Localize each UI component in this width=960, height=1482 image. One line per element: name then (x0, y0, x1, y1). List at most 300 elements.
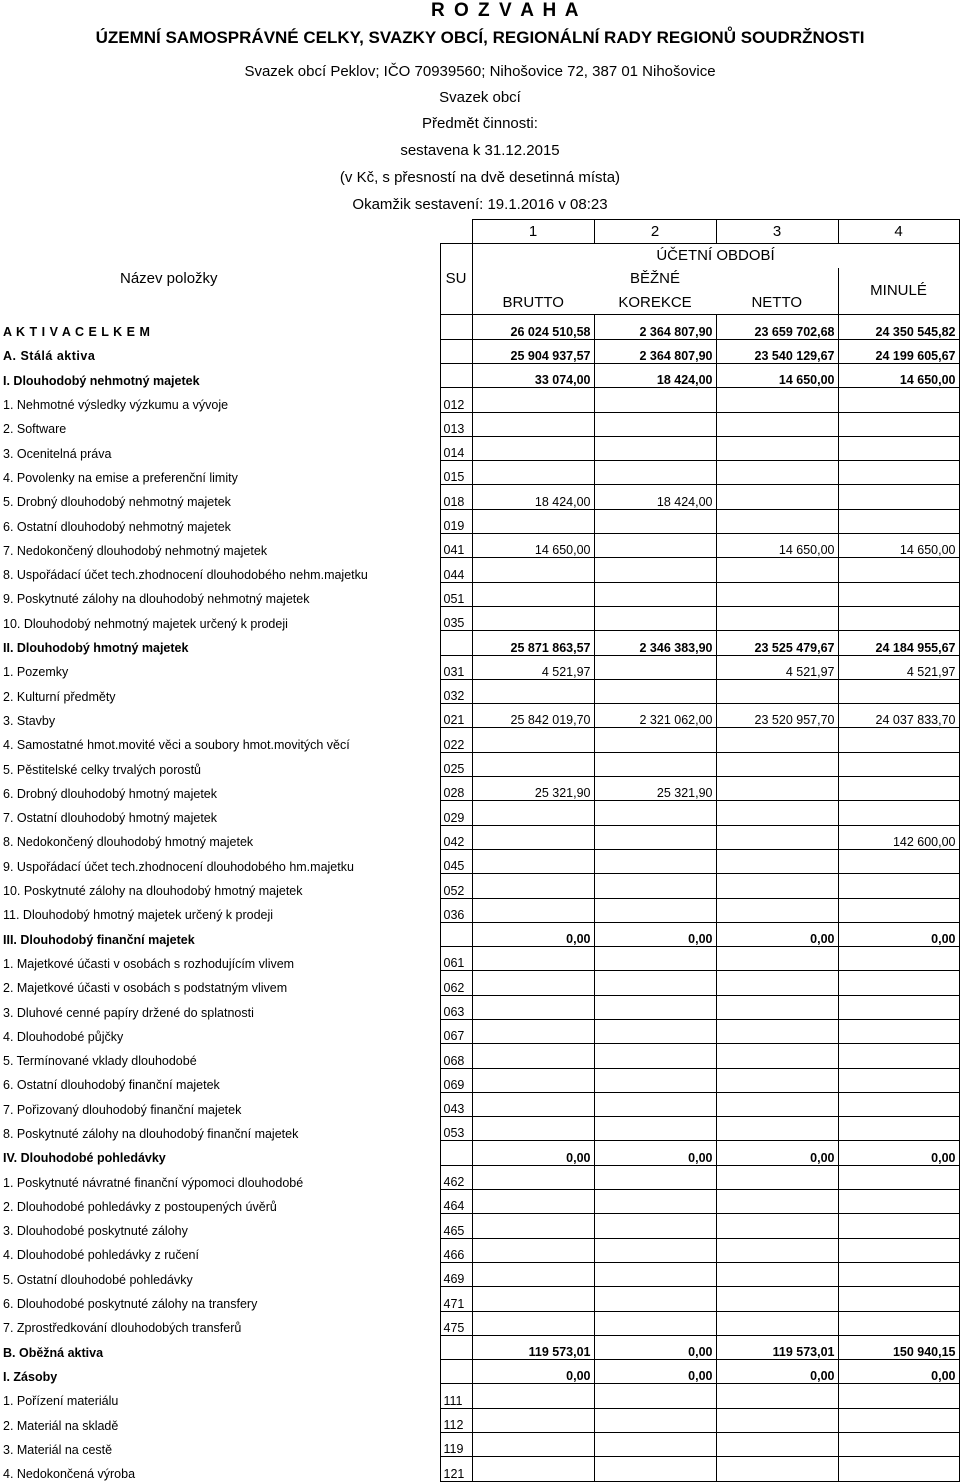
column-header-current: BĚŽNÉ (629, 270, 680, 288)
row-su-code: 013 (440, 412, 472, 436)
table-row (0, 922, 959, 946)
row-minule (838, 1262, 959, 1286)
row-minule: 4 521,97 (838, 655, 959, 679)
row-brutto (472, 1165, 594, 1189)
row-korekce (594, 1020, 716, 1044)
row-name: 9. Uspořádací účet tech.zhodnocení dlouhodobého hm.majetku (3, 859, 354, 874)
row-minule (838, 582, 959, 606)
row-netto (716, 509, 838, 533)
row-netto: 23 520 957,70 (716, 704, 838, 728)
row-name: 6. Dlouhodobé poskytnuté zálohy na transfery (3, 1297, 258, 1312)
row-brutto (472, 1433, 594, 1457)
row-name: 3. Ocenitelná práva (3, 446, 112, 461)
row-su-code (440, 363, 472, 387)
row-su-code: 041 (440, 534, 472, 558)
row-minule (838, 777, 959, 801)
row-minule: 0,00 (838, 1141, 959, 1165)
row-korekce: 18 424,00 (594, 485, 716, 509)
row-brutto: 25 321,90 (472, 777, 594, 801)
row-minule: 142 600,00 (838, 825, 959, 849)
row-name: 6. Drobný dlouhodobý hmotný majetek (3, 786, 218, 801)
row-korekce (594, 1262, 716, 1286)
row-su-code: 063 (440, 995, 472, 1019)
row-name: 4. Povolenky na emise a preferenční limity (3, 470, 238, 485)
row-name: 5. Ostatní dlouhodobé pohledávky (3, 1272, 193, 1287)
row-brutto: 18 424,00 (472, 485, 594, 509)
row-korekce (594, 1311, 716, 1335)
row-netto (716, 461, 838, 485)
col-number-4: 4 (838, 220, 959, 244)
row-su-code: 021 (440, 704, 472, 728)
row-su-code: 025 (440, 752, 472, 776)
row-brutto (472, 558, 594, 582)
row-netto (716, 1117, 838, 1141)
row-name: 3. Materiál na cestě (3, 1442, 113, 1457)
table-row (0, 1433, 959, 1457)
row-minule (838, 388, 959, 412)
row-name: 4. Samostatné hmot.movité věci a soubory hmot.movitých věcí (3, 738, 350, 753)
row-minule (838, 801, 959, 825)
row-netto (716, 558, 838, 582)
row-name: 2. Kulturní předměty (3, 689, 116, 704)
row-minule (838, 1433, 959, 1457)
row-korekce: 2 364 807,90 (594, 339, 716, 363)
row-minule (838, 412, 959, 436)
row-name: 2. Majetkové účasti v osobách s podstatným vlivem (3, 981, 288, 996)
row-su-code: 019 (440, 509, 472, 533)
row-name: 8. Uspořádací účet tech.zhodnocení dlouhodobého nehm.majetku (3, 568, 368, 583)
row-netto (716, 1457, 838, 1481)
row-su-code (440, 339, 472, 363)
row-korekce (594, 728, 716, 752)
row-korekce (594, 1287, 716, 1311)
row-su-code: 042 (440, 825, 472, 849)
row-brutto (472, 1287, 594, 1311)
table-row (0, 898, 959, 922)
table-row (0, 1165, 959, 1189)
table-row (0, 412, 959, 436)
table-row (0, 509, 959, 533)
row-brutto (472, 1214, 594, 1238)
row-netto: 14 650,00 (716, 534, 838, 558)
table-row (0, 339, 959, 363)
row-su-code: 036 (440, 898, 472, 922)
row-brutto (472, 728, 594, 752)
row-name: 5. Pěstitelské celky trvalých porostů (3, 762, 201, 777)
row-brutto (472, 1020, 594, 1044)
entity-info: Svazek obcí Peklov; IČO 70939560; Nihošovice 72, 387 01 Nihošovice (244, 63, 716, 80)
row-brutto (472, 606, 594, 630)
row-korekce (594, 534, 716, 558)
row-korekce (594, 582, 716, 606)
row-minule (838, 1214, 959, 1238)
row-su-code: 044 (440, 558, 472, 582)
row-brutto (472, 436, 594, 460)
row-netto: 23 540 129,67 (716, 339, 838, 363)
row-netto (716, 752, 838, 776)
row-brutto (472, 971, 594, 995)
row-korekce (594, 388, 716, 412)
row-su-code (440, 631, 472, 655)
table-row (0, 1384, 959, 1408)
row-minule (838, 558, 959, 582)
row-minule: 24 184 955,67 (838, 631, 959, 655)
row-name: 1. Pořízení materiálu (3, 1394, 119, 1409)
row-brutto (472, 1190, 594, 1214)
row-netto (716, 1311, 838, 1335)
row-netto (716, 485, 838, 509)
row-su-code: 466 (440, 1238, 472, 1262)
row-su-code: 121 (440, 1457, 472, 1481)
table-row (0, 363, 959, 387)
row-netto (716, 801, 838, 825)
row-brutto: 0,00 (472, 922, 594, 946)
table-row (0, 1117, 959, 1141)
row-netto: 0,00 (716, 1360, 838, 1384)
row-korekce (594, 679, 716, 703)
table-row (0, 752, 959, 776)
table-row (0, 1287, 959, 1311)
row-minule: 14 650,00 (838, 363, 959, 387)
table-row (0, 728, 959, 752)
row-brutto (472, 388, 594, 412)
row-korekce: 0,00 (594, 1141, 716, 1165)
row-netto (716, 1044, 838, 1068)
table-row (0, 485, 959, 509)
row-netto (716, 777, 838, 801)
row-korekce (594, 995, 716, 1019)
table-row (0, 582, 959, 606)
row-korekce (594, 606, 716, 630)
row-brutto (472, 1044, 594, 1068)
row-korekce (594, 1457, 716, 1481)
table-row (0, 655, 959, 679)
row-netto: 23 525 479,67 (716, 631, 838, 655)
row-brutto (472, 1408, 594, 1432)
row-netto: 0,00 (716, 922, 838, 946)
row-minule (838, 1384, 959, 1408)
row-minule (838, 461, 959, 485)
balance-sheet-table (0, 219, 960, 1482)
row-netto (716, 606, 838, 630)
row-brutto: 26 024 510,58 (472, 315, 594, 339)
row-minule (838, 874, 959, 898)
row-name: 10. Dlouhodobý nehmotný majetek určený k prodeji (3, 616, 288, 631)
row-netto (716, 1262, 838, 1286)
row-brutto: 119 573,01 (472, 1335, 594, 1359)
row-netto (716, 874, 838, 898)
table-row (0, 825, 959, 849)
row-name: 4. Dlouhodobé půjčky (3, 1029, 124, 1044)
table-row (0, 1141, 959, 1165)
row-minule (838, 1165, 959, 1189)
column-header-name: Název položky (120, 270, 218, 288)
row-name: 7. Nedokončený dlouhodobý nehmotný majetek (3, 543, 268, 558)
row-brutto (472, 801, 594, 825)
row-netto (716, 412, 838, 436)
row-name: I. Dlouhodobý nehmotný majetek (3, 373, 200, 388)
row-name: 2. Software (3, 422, 67, 437)
row-su-code (440, 1360, 472, 1384)
row-minule (838, 752, 959, 776)
row-su-code: 119 (440, 1433, 472, 1457)
row-su-code: 029 (440, 801, 472, 825)
row-netto (716, 1384, 838, 1408)
row-minule (838, 1117, 959, 1141)
col-number-3: 3 (716, 220, 838, 244)
row-name: 7. Pořizovaný dlouhodobý finanční majetek (3, 1102, 242, 1117)
table-row (0, 388, 959, 412)
table-row (0, 1457, 959, 1481)
row-name: 8. Poskytnuté zálohy na dlouhodobý finanční majetek (3, 1126, 299, 1141)
table-row (0, 558, 959, 582)
row-korekce (594, 1165, 716, 1189)
row-su-code: 043 (440, 1092, 472, 1116)
row-name: A. Stálá aktiva (3, 349, 96, 364)
row-su-code: 015 (440, 461, 472, 485)
row-su-code: 014 (440, 436, 472, 460)
row-minule (838, 995, 959, 1019)
row-korekce: 2 321 062,00 (594, 704, 716, 728)
row-minule (838, 509, 959, 533)
row-name: 1. Pozemky (3, 665, 69, 680)
table-row (0, 606, 959, 630)
table-row (0, 631, 959, 655)
row-korekce (594, 509, 716, 533)
table-row (0, 315, 959, 339)
row-minule (838, 485, 959, 509)
row-minule (838, 971, 959, 995)
row-korekce: 2 364 807,90 (594, 315, 716, 339)
row-netto (716, 1408, 838, 1432)
column-header-netto: NETTO (751, 293, 803, 311)
row-korekce (594, 801, 716, 825)
row-brutto (472, 825, 594, 849)
units-note: (v Kč, s přesností na dvě desetinná místa) (339, 169, 621, 186)
row-su-code: 475 (440, 1311, 472, 1335)
row-name: A K T I V A C E L K E M (3, 325, 151, 340)
row-brutto (472, 1117, 594, 1141)
report-title: R O Z V A H A (431, 0, 581, 21)
row-name: 3. Dlouhodobé poskytnuté zálohy (3, 1224, 188, 1239)
row-minule: 150 940,15 (838, 1335, 959, 1359)
row-minule (838, 898, 959, 922)
row-su-code: 062 (440, 971, 472, 995)
row-su-code: 031 (440, 655, 472, 679)
row-su-code: 032 (440, 679, 472, 703)
row-netto (716, 1214, 838, 1238)
row-su-code: 051 (440, 582, 472, 606)
row-name: 7. Ostatní dlouhodobý hmotný majetek (3, 811, 218, 826)
table-row (0, 1020, 959, 1044)
row-brutto (472, 898, 594, 922)
row-brutto (472, 582, 594, 606)
entity-type: Svazek obcí (439, 89, 521, 106)
row-name: 2. Materiál na skladě (3, 1418, 119, 1433)
row-name: IV. Dlouhodobé pohledávky (3, 1151, 166, 1166)
row-minule: 24 199 605,67 (838, 339, 959, 363)
row-name: I. Zásoby (3, 1369, 58, 1384)
row-name: B. Oběžná aktiva (3, 1345, 104, 1360)
row-minule (838, 1408, 959, 1432)
column-header-previous: MINULÉ (838, 268, 959, 315)
col-number-1: 1 (472, 220, 594, 244)
row-korekce (594, 1433, 716, 1457)
row-korekce: 18 424,00 (594, 363, 716, 387)
row-su-code: 045 (440, 849, 472, 873)
row-brutto (472, 461, 594, 485)
table-row (0, 1092, 959, 1116)
table-row (0, 1214, 959, 1238)
row-su-code (440, 922, 472, 946)
row-korekce (594, 412, 716, 436)
row-netto (716, 1092, 838, 1116)
row-netto (716, 1287, 838, 1311)
row-korekce (594, 825, 716, 849)
row-brutto: 0,00 (472, 1141, 594, 1165)
report-subtitle: ÚZEMNÍ SAMOSPRÁVNÉ CELKY, SVAZKY OBCÍ, REGIONÁLNÍ RADY REGIONŮ SOUDRŽNOSTI (95, 28, 865, 47)
row-minule (838, 1287, 959, 1311)
row-brutto (472, 1384, 594, 1408)
row-minule (838, 728, 959, 752)
row-su-code: 018 (440, 485, 472, 509)
activity-label: Předmět činnosti: (422, 115, 538, 132)
table-row (0, 1408, 959, 1432)
row-name: II. Dlouhodobý hmotný majetek (3, 641, 189, 656)
row-minule: 14 650,00 (838, 534, 959, 558)
row-netto (716, 388, 838, 412)
row-name: 4. Dlouhodobé pohledávky z ručení (3, 1248, 199, 1263)
row-brutto (472, 874, 594, 898)
row-brutto (472, 1262, 594, 1286)
report-date: sestavena k 31.12.2015 (400, 142, 560, 159)
row-brutto (472, 1238, 594, 1262)
row-korekce (594, 1238, 716, 1262)
row-su-code (440, 1335, 472, 1359)
row-korekce (594, 436, 716, 460)
row-su-code: 061 (440, 947, 472, 971)
row-su-code: 012 (440, 388, 472, 412)
row-name: 3. Stavby (3, 713, 56, 728)
row-korekce (594, 1190, 716, 1214)
row-su-code: 068 (440, 1044, 472, 1068)
row-minule (838, 436, 959, 460)
row-name: 6. Ostatní dlouhodobý finanční majetek (3, 1078, 220, 1093)
row-name: 5. Termínované vklady dlouhodobé (3, 1054, 197, 1069)
row-minule (838, 849, 959, 873)
row-su-code: 067 (440, 1020, 472, 1044)
row-brutto (472, 1068, 594, 1092)
row-brutto: 25 842 019,70 (472, 704, 594, 728)
row-netto (716, 728, 838, 752)
row-korekce: 0,00 (594, 922, 716, 946)
row-korekce (594, 1384, 716, 1408)
row-su-code: 035 (440, 606, 472, 630)
row-netto (716, 1433, 838, 1457)
row-name: 3. Dluhové cenné papíry držené do splatnosti (3, 1005, 254, 1020)
row-minule (838, 1238, 959, 1262)
table-row (0, 1190, 959, 1214)
table-row (0, 1068, 959, 1092)
row-minule: 24 350 545,82 (838, 315, 959, 339)
row-name: 2. Dlouhodobé pohledávky z postoupených úvěrů (3, 1199, 277, 1214)
row-korekce (594, 1408, 716, 1432)
table-row (0, 995, 959, 1019)
row-brutto (472, 849, 594, 873)
table-row (0, 1311, 959, 1335)
row-korekce (594, 898, 716, 922)
row-minule: 0,00 (838, 922, 959, 946)
row-brutto (472, 995, 594, 1019)
row-su-code: 112 (440, 1408, 472, 1432)
row-name: 11. Dlouhodobý hmotný majetek určený k prodeji (3, 908, 274, 923)
row-su-code: 111 (440, 1384, 472, 1408)
row-minule: 24 037 833,70 (838, 704, 959, 728)
row-name: 5. Drobný dlouhodobý nehmotný majetek (3, 495, 231, 510)
row-minule (838, 679, 959, 703)
row-name: 4. Nedokončená výroba (3, 1467, 136, 1482)
row-netto (716, 1068, 838, 1092)
column-number-row (0, 220, 959, 244)
row-korekce: 25 321,90 (594, 777, 716, 801)
table-row (0, 1238, 959, 1262)
row-minule: 0,00 (838, 1360, 959, 1384)
created-timestamp: Okamžik sestavení: 19.1.2016 v 08:23 (352, 196, 608, 213)
row-korekce (594, 461, 716, 485)
row-korekce (594, 558, 716, 582)
row-brutto: 14 650,00 (472, 534, 594, 558)
row-name: 8. Nedokončený dlouhodobý hmotný majetek (3, 835, 254, 850)
row-name: 6. Ostatní dlouhodobý nehmotný majetek (3, 519, 231, 534)
row-minule (838, 1190, 959, 1214)
row-su-code: 465 (440, 1214, 472, 1238)
row-name: 1. Nehmotné výsledky výzkumu a vývoje (3, 398, 229, 413)
table-row (0, 777, 959, 801)
table-row (0, 947, 959, 971)
row-korekce (594, 874, 716, 898)
row-netto (716, 1165, 838, 1189)
row-netto: 119 573,01 (716, 1335, 838, 1359)
row-minule (838, 1311, 959, 1335)
row-minule (838, 947, 959, 971)
row-minule (838, 606, 959, 630)
row-brutto (472, 1311, 594, 1335)
row-netto (716, 679, 838, 703)
row-minule (838, 1068, 959, 1092)
column-header-korekce: KOREKCE (618, 293, 692, 311)
row-brutto (472, 1457, 594, 1481)
row-name: 7. Zprostředkování dlouhodobých transferů (3, 1321, 242, 1336)
row-su-code: 052 (440, 874, 472, 898)
row-minule (838, 1044, 959, 1068)
row-minule (838, 1020, 959, 1044)
row-su-code: 471 (440, 1287, 472, 1311)
row-brutto (472, 947, 594, 971)
row-netto: 14 650,00 (716, 363, 838, 387)
column-header-brutto: BRUTTO (502, 293, 564, 311)
row-name: 9. Poskytnuté zálohy na dlouhodobý nehmotný majetek (3, 592, 310, 607)
row-brutto (472, 509, 594, 533)
table-row (0, 1335, 959, 1359)
row-su-code: 464 (440, 1190, 472, 1214)
row-su-code: 069 (440, 1068, 472, 1092)
row-name: 10. Poskytnuté zálohy na dlouhodobý hmotný majetek (3, 884, 303, 899)
row-brutto: 33 074,00 (472, 363, 594, 387)
row-netto (716, 825, 838, 849)
table-row (0, 436, 959, 460)
row-minule (838, 1092, 959, 1116)
row-korekce (594, 849, 716, 873)
